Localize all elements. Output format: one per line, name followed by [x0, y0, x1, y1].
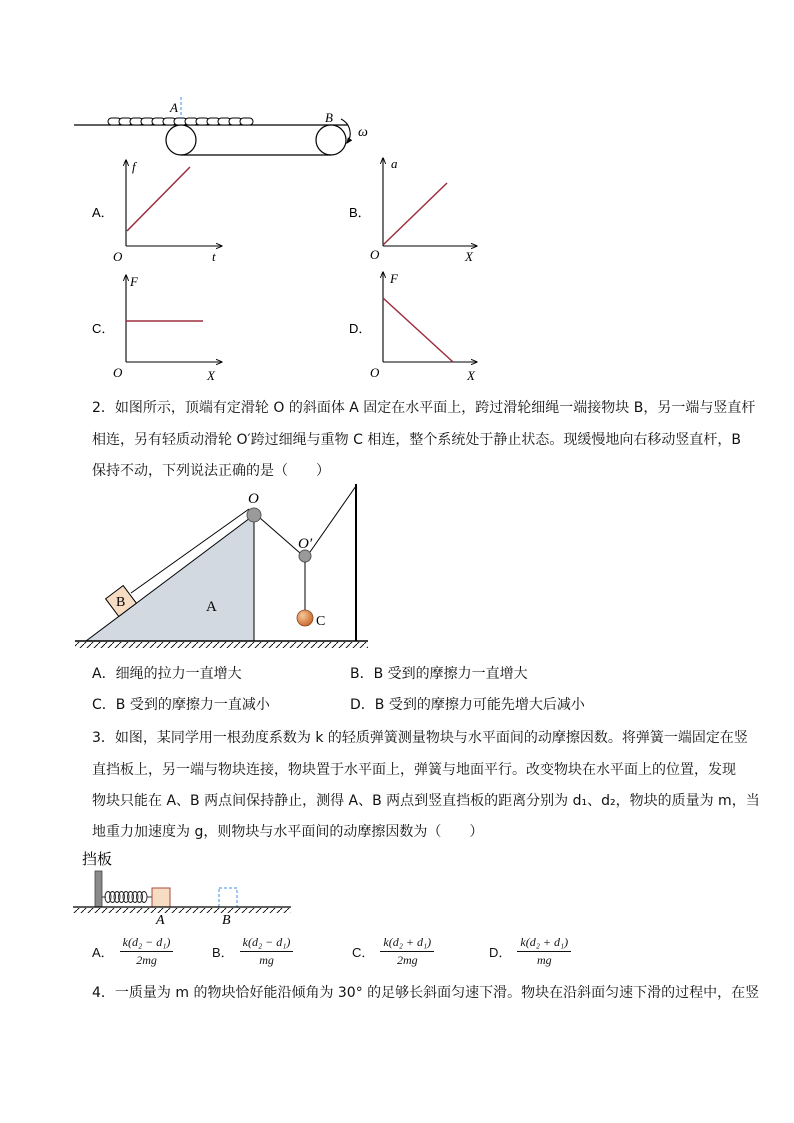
chain: [108, 118, 253, 125]
label-point-b: B: [222, 913, 231, 928]
incline-pulley-figure: [75, 484, 368, 648]
q3-stem-line: 3．如图，某同学用一根劲度系数为 k 的轻质弹簧测量物块与水平面间的动摩擦因数。将弹簧一端固定在竖: [92, 730, 748, 746]
option-label: B．: [212, 945, 234, 960]
incline-body-a: [86, 515, 254, 641]
chain-link: [240, 118, 253, 125]
x-axis-label: X: [465, 249, 473, 264]
graph-option-b: [349, 156, 477, 264]
graph-option-a: [92, 159, 222, 264]
option-label: C．: [92, 321, 115, 336]
graph-line: [383, 298, 453, 362]
spring: [102, 892, 152, 903]
q2-stem-line: 保持不动，下列说法正确的是（ ）: [92, 463, 330, 479]
weight-c: [297, 610, 313, 626]
x-axis-label: X: [207, 368, 215, 383]
fraction: [517, 935, 571, 968]
ground-hatch: [73, 908, 291, 913]
option-label: A．: [92, 205, 114, 220]
q2-option-c: C．B 受到的摩擦力一直减小: [92, 697, 270, 713]
y-axis-label: F: [130, 274, 138, 289]
label-omega: ω: [358, 125, 368, 140]
q2-option-a: A．细绳的拉力一直增大: [92, 666, 242, 682]
numerator: k(d₂ − d₁): [120, 935, 174, 952]
q4-stem-line: 4．一质量为 m 的物块恰好能沿倾角为 30° 的足够长斜面匀速下滑。物块在沿斜面匀速下滑的过程中，在竖: [92, 985, 760, 1001]
q3-option-b: [212, 935, 293, 968]
block-at-a: [152, 888, 170, 907]
q2-stem-line: 2．如图所示，顶端有定滑轮 O 的斜面体 A 固定在水平面上，跨过滑轮细绳一端接物块 B，另一端与竖直杆: [92, 400, 756, 416]
option-label: B．: [349, 205, 371, 220]
option-label: C．: [352, 945, 375, 960]
pulley-b: [316, 125, 346, 155]
label-point-a: A: [170, 100, 178, 115]
origin-label: O: [370, 247, 380, 262]
x-axis-label: X: [467, 368, 475, 383]
fraction: [240, 935, 294, 968]
denominator: mg: [259, 953, 274, 967]
origin-label: O: [113, 365, 123, 380]
graph-option-c: [92, 274, 222, 383]
spring-block-figure: [73, 850, 291, 928]
y-axis-label: f: [132, 159, 136, 174]
q3-stem-line: 地重力加速度为 g，则物块与水平面间的动摩擦因数为（ ）: [92, 824, 484, 840]
option-label: A．: [92, 945, 114, 960]
denominator: 2mg: [396, 953, 418, 967]
label-weight-c: C: [316, 614, 326, 629]
fraction: [380, 935, 434, 968]
q3-option-d: [489, 935, 571, 968]
spring-coil: [141, 892, 147, 903]
numerator: k(d₂ − d₁): [240, 935, 294, 952]
rope-pulley-to-moving-pulley: [260, 518, 300, 553]
ground-hatch: [75, 642, 368, 648]
label-board: 挡板: [82, 850, 113, 868]
vertical-board: [95, 871, 102, 907]
graph-line: [383, 183, 447, 245]
label-pulley-o: O: [248, 491, 259, 507]
origin-label: O: [370, 365, 380, 380]
q3-option-a: [92, 935, 173, 968]
option-label: D．: [489, 945, 512, 960]
denominator: 2mg: [136, 953, 157, 967]
fixed-pulley-o: [247, 508, 261, 522]
fraction: [120, 935, 174, 968]
label-point-b: B: [325, 110, 333, 125]
denominator: mg: [536, 953, 552, 967]
numerator: k(d₂ + d₁): [517, 935, 571, 952]
q2-option-b: B．B 受到的摩擦力一直增大: [350, 666, 528, 682]
label-point-a: A: [156, 913, 165, 928]
y-axis-label: a: [391, 156, 398, 171]
block-position-b: [219, 888, 237, 907]
graph-line: [127, 167, 190, 231]
option-label: D．: [349, 321, 372, 336]
label-incline-a: A: [206, 599, 217, 615]
origin-label: O: [113, 249, 123, 264]
x-axis-label: t: [212, 249, 216, 264]
pulley-a: [166, 125, 196, 155]
label-block-b: B: [116, 595, 126, 610]
rope-moving-pulley-to-pole: [310, 486, 356, 552]
q2-stem-line: 相连，另有轻质动滑轮 O′跨过细绳与重物 C 相连，整个系统处于静止状态。现缓慢地向右移动竖直杆，B: [92, 432, 741, 448]
q3-option-c: [352, 935, 434, 968]
label-pulley-o-prime: O′: [298, 536, 313, 552]
y-axis-label: F: [390, 271, 398, 286]
q3-stem-line: 直挡板上，另一端与物块连接，物块置于水平面上，弹簧与地面平行。改变物块在水平面上的位置，发现: [92, 762, 736, 778]
numerator: k(d₂ + d₁): [380, 935, 434, 952]
q3-stem-line: 物块只能在 A、B 两点间保持静止，测得 A、B 两点到竖直挡板的距离分别为 d₁、d₂，物块的质量为 m，当: [92, 793, 760, 809]
graph-option-d: [349, 271, 477, 383]
q2-option-d: D．B 受到的摩擦力可能先增大后减小: [350, 697, 585, 713]
conveyor-figure: [74, 97, 368, 155]
